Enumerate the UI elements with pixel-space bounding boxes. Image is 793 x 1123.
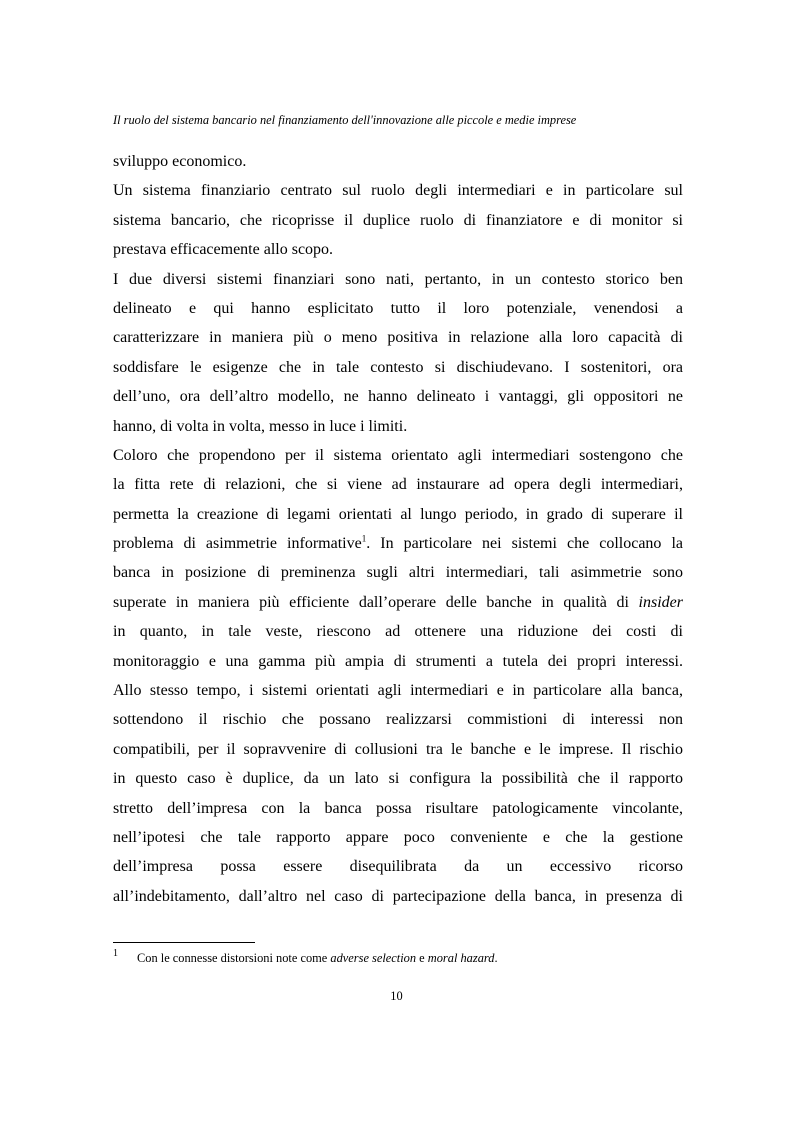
text-line: banca in posizione di preminenza sugli altri intermediari, tali asimmetrie sono bbox=[113, 564, 683, 582]
text-line: I due diversi sistemi finanziari sono nati, pertanto, in un contesto storico ben bbox=[113, 270, 683, 288]
body-text bbox=[113, 147, 683, 911]
footnote-term-moral-hazard: moral hazard bbox=[427, 951, 495, 965]
text-line: delineato e qui hanno esplicitato tutto il loro potenziale, venendosi a bbox=[113, 299, 683, 317]
text-line: all’indebitamento, dall’altro nel caso di partecipazione della banca, in presenza di bbox=[113, 887, 683, 905]
text-line: sottendono il rischio che possano realizzarsi commistioni di interessi non bbox=[113, 711, 683, 729]
text-line: nell’ipotesi che tale rapporto appare poco conveniente e che la gestione bbox=[113, 828, 683, 846]
text-fragment: problema di asimmetrie informative bbox=[113, 535, 362, 553]
text-line: Coloro che propendono per il sistema orientato agli intermediari sostengono che bbox=[113, 446, 683, 464]
text-line: compatibili, per il sopravvenire di collusioni tra le banche e le imprese. Il rischio bbox=[113, 740, 683, 758]
text-line: permetta la creazione di legami orientati al lungo periodo, in grado di superare il bbox=[113, 505, 683, 523]
footnote-term-adverse-selection: adverse selection bbox=[330, 951, 417, 965]
text-line: caratterizzare in maniera più o meno positiva in relazione alla loro capacità di bbox=[113, 329, 683, 347]
text-line: in quanto, in tale veste, riescono ad ottenere una riduzione dei costi di bbox=[113, 623, 683, 641]
text-line: Un sistema finanziario centrato sul ruolo degli intermediari e in particolare sul bbox=[113, 182, 683, 200]
text-fragment: . In particolare nei sistemi che collocano la bbox=[366, 535, 683, 553]
text-line: Allo stesso tempo, i sistemi orientati agli intermediari e in particolare alla banca, bbox=[113, 682, 683, 700]
text-line: in questo caso è duplice, da un lato si configura la possibilità che il rapporto bbox=[113, 770, 683, 788]
emphasis-insider: insider bbox=[638, 593, 683, 611]
footnote-fragment: . bbox=[494, 951, 498, 965]
text-line: monitoraggio e una gamma più ampia di strumenti a tutela dei propri interessi. bbox=[113, 652, 683, 670]
footnote-divider bbox=[113, 942, 255, 943]
footnote-reference[interactable]: 1 bbox=[361, 533, 367, 544]
text-line: sviluppo economico. bbox=[113, 153, 247, 170]
footnote-fragment: e bbox=[416, 951, 428, 965]
text-line: dell’uno, ora dell’altro modello, ne hanno delineato i vantaggi, gli oppositori ne bbox=[113, 388, 683, 406]
footnote-text bbox=[137, 950, 498, 966]
text-line-with-footnote bbox=[113, 529, 683, 558]
text-fragment: superate in maniera più efficiente dall’operare delle banche in qualità di bbox=[113, 593, 639, 611]
footnote-fragment: Con le connesse distorsioni note come bbox=[137, 951, 331, 965]
text-line: soddisfare le esigenze che in tale contesto si dischiudevano. I sostenitori, ora bbox=[113, 358, 683, 376]
text-line: sistema bancario, che ricoprisse il duplice ruolo di finanziatore e di monitor si bbox=[113, 211, 683, 229]
footnote-number: 1 bbox=[113, 948, 118, 959]
text-line: stretto dell’impresa con la banca possa risultare patologicamente vincolante, bbox=[113, 799, 683, 817]
text-line: dell’impresa possa essere disequilibrata da un eccessivo ricorso bbox=[113, 858, 683, 876]
text-line-with-emphasis bbox=[113, 588, 683, 617]
page-number: 10 bbox=[390, 989, 403, 1003]
running-header: Il ruolo del sistema bancario nel finanziamento dell'innovazione alle piccole e medie imprese bbox=[113, 113, 577, 127]
text-line: hanno, di volta in volta, messo in luce i limiti. bbox=[113, 417, 408, 435]
text-line: prestava efficacemente allo scopo. bbox=[113, 241, 334, 259]
text-line: la fitta rete di relazioni, che si viene ad instaurare ad opera degli intermediari, bbox=[113, 476, 683, 494]
